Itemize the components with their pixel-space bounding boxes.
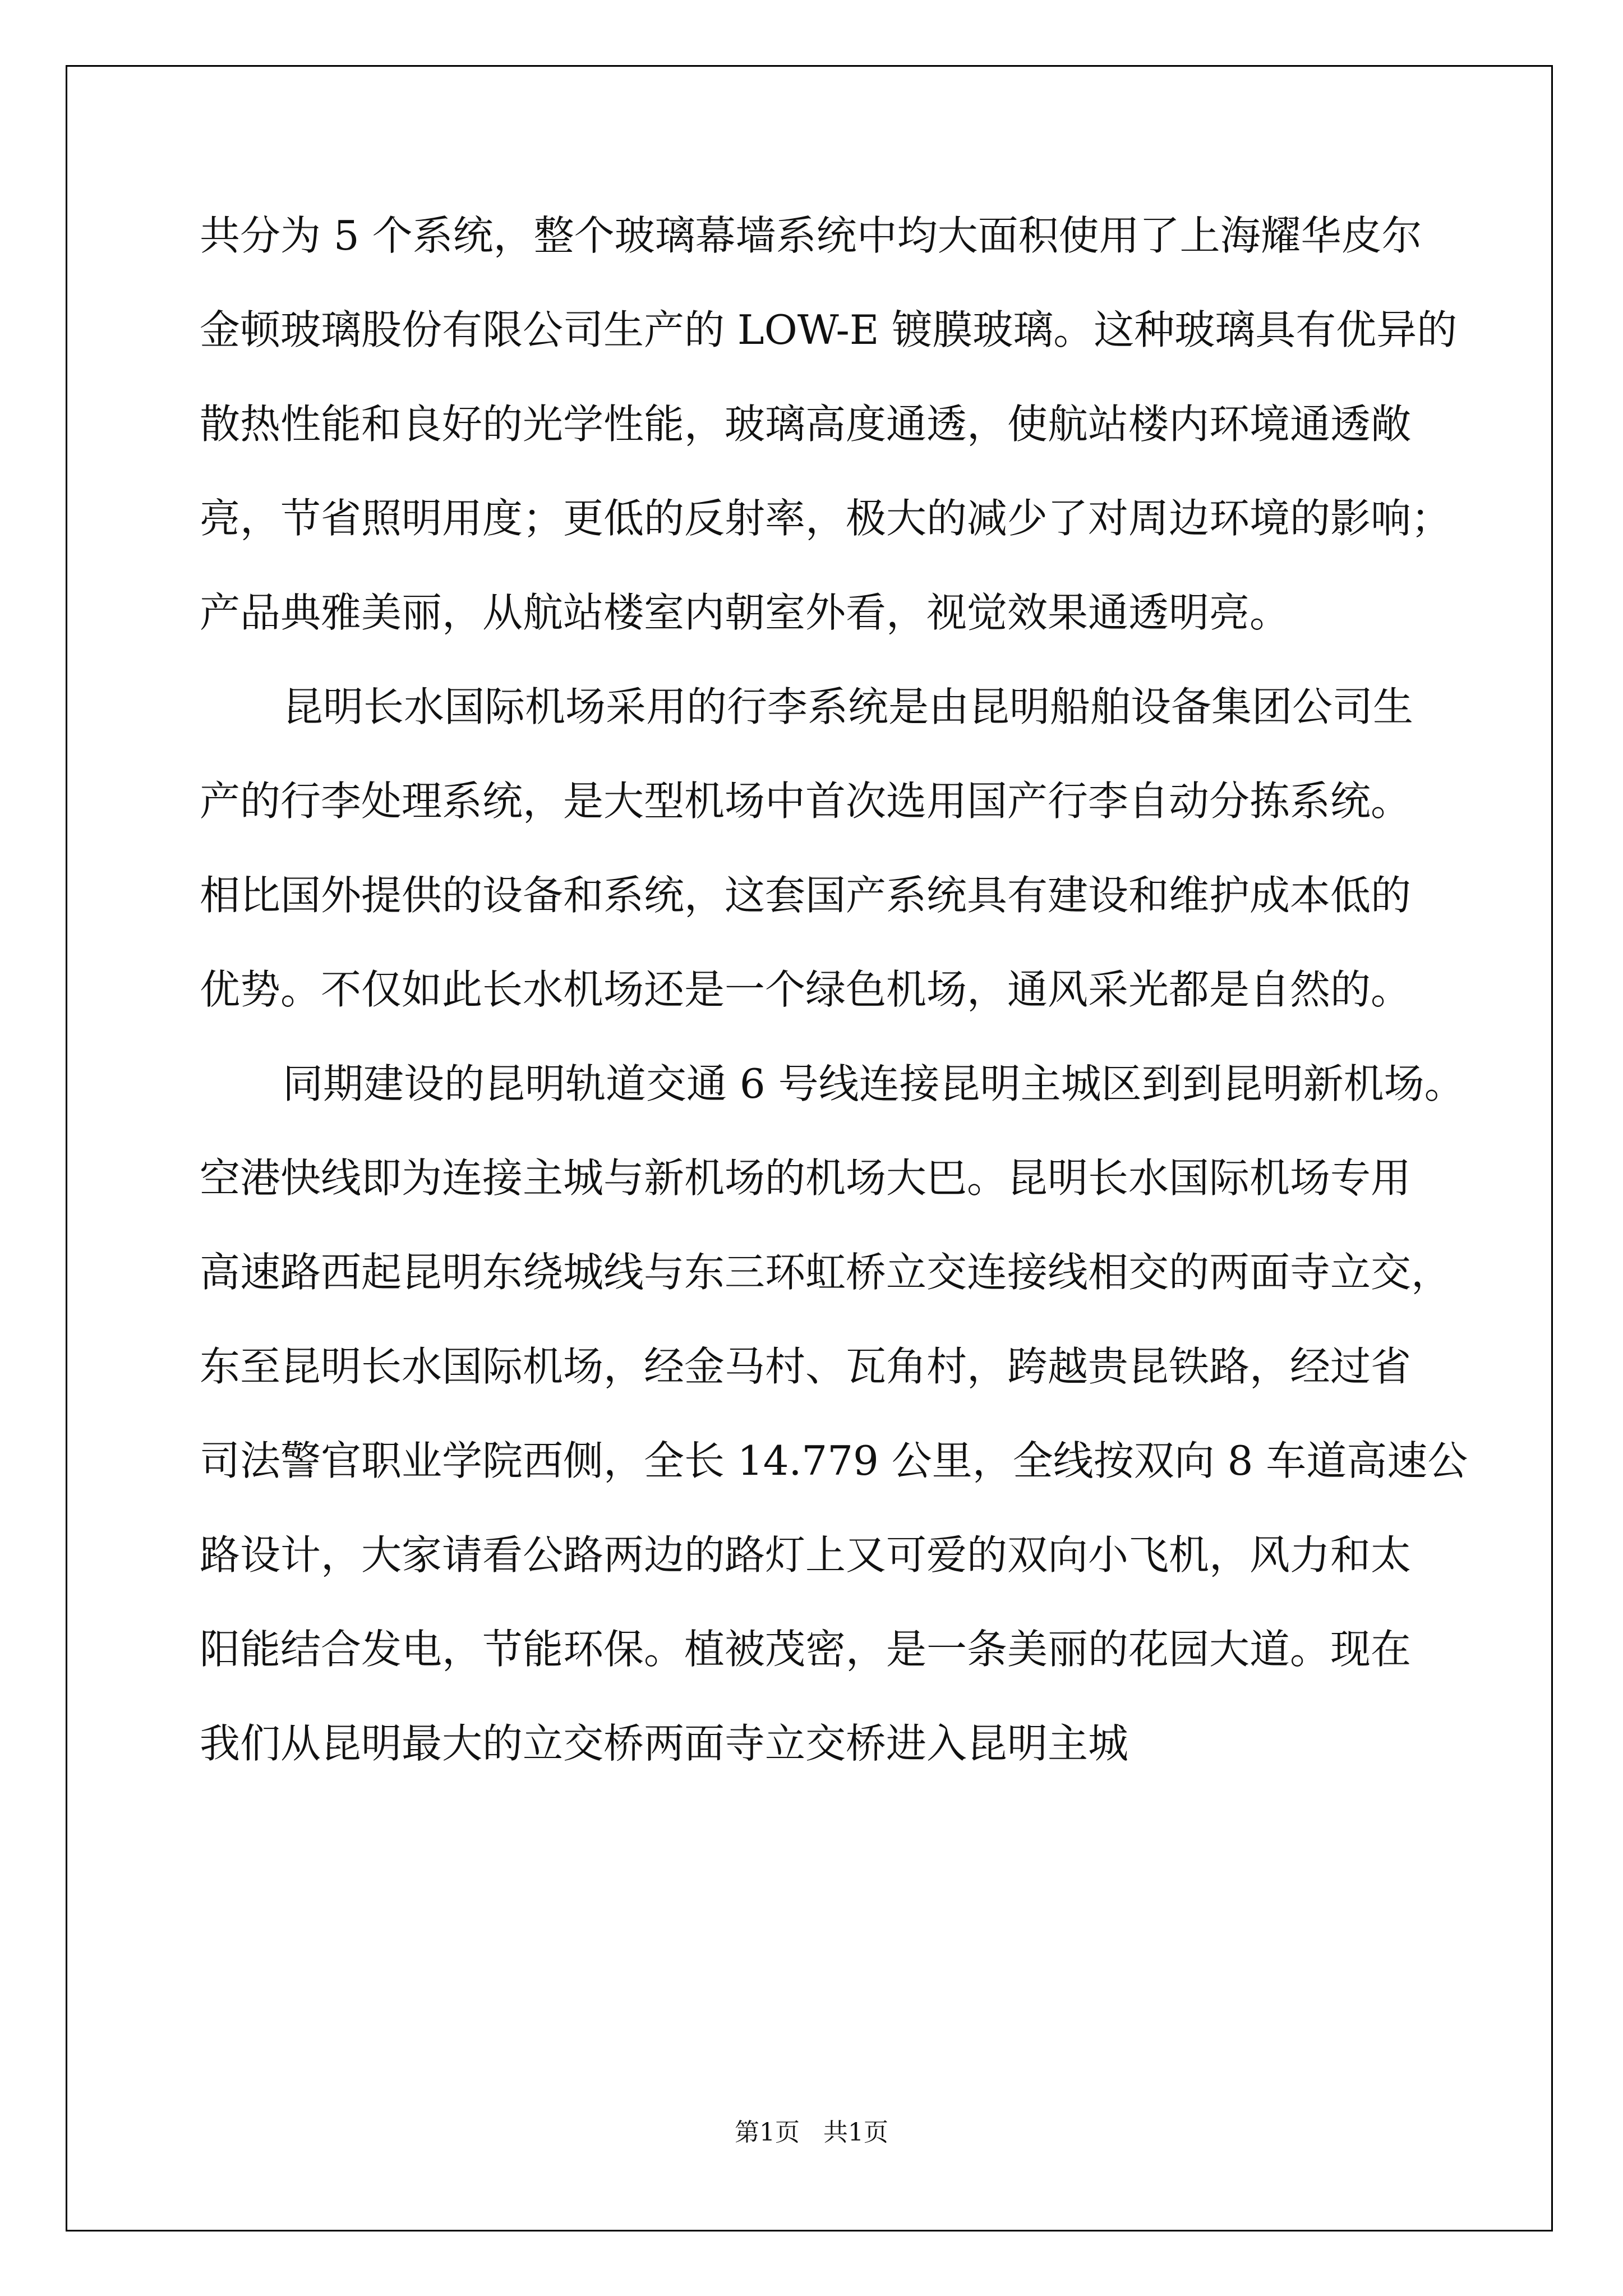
text-line-4: 亮，节省照明用度；更低的反射率，极大的减少了对周边环境的影响； xyxy=(200,495,1452,542)
text-line-11: 空港快线即为连接主城与新机场的机场大巴。昆明长水国际机场专用 xyxy=(200,1154,1412,1202)
page-frame xyxy=(66,65,1553,2231)
text-line-3: 散热性能和良好的光学性能，玻璃高度通透，使航站楼内环境通透敞 xyxy=(200,401,1412,448)
text-line-15: 路设计，大家请看公路两边的路灯上又可爱的双向小飞机，风力和太 xyxy=(200,1531,1412,1579)
text-line-14: 司法警官职业学院西侧，全长 14.779 公里，全线按双向 8 车道高速公 xyxy=(200,1437,1468,1484)
text-line-2: 金顿玻璃股份有限公司生产的 LOW-E 镀膜玻璃。这种玻璃具有优异的 xyxy=(200,306,1458,353)
text-line-5: 产品典雅美丽，从航站楼室内朝室外看，视觉效果通透明亮。 xyxy=(200,589,1290,636)
text-line-12: 高速路西起昆明东绕城线与东三环虹桥立交连接线相交的两面寺立交， xyxy=(200,1249,1452,1296)
page-number-footer: 第1页 共1页 xyxy=(735,2118,888,2147)
text-line-9: 优势。不仅如此长水机场还是一个绿色机场，通风采光都是自然的。 xyxy=(200,966,1412,1013)
text-line-16: 阳能结合发电，节能环保。植被茂密，是一条美丽的花园大道。现在 xyxy=(200,1626,1412,1673)
text-line-6: 昆明长水国际机场采用的行李系统是由昆明船舶设备集团公司生 xyxy=(283,683,1414,730)
text-line-10: 同期建设的昆明轨道交通 6 号线连接昆明主城区到到昆明新机场。 xyxy=(283,1060,1465,1107)
text-line-13: 东至昆明长水国际机场，经金马村、瓦角村，跨越贵昆铁路，经过省 xyxy=(200,1343,1412,1390)
text-line-17: 我们从昆明最大的立交桥两面寺立交桥进入昆明主城 xyxy=(200,1720,1129,1767)
text-line-7: 产的行李处理系统，是大型机场中首次选用国产行李自动分拣系统。 xyxy=(200,777,1412,825)
text-line-1: 共分为 5 个系统，整个玻璃幕墙系统中均大面积使用了上海耀华皮尔 xyxy=(200,212,1422,259)
text-line-8: 相比国外提供的设备和系统，这套国产系统具有建设和维护成本低的 xyxy=(200,872,1412,919)
